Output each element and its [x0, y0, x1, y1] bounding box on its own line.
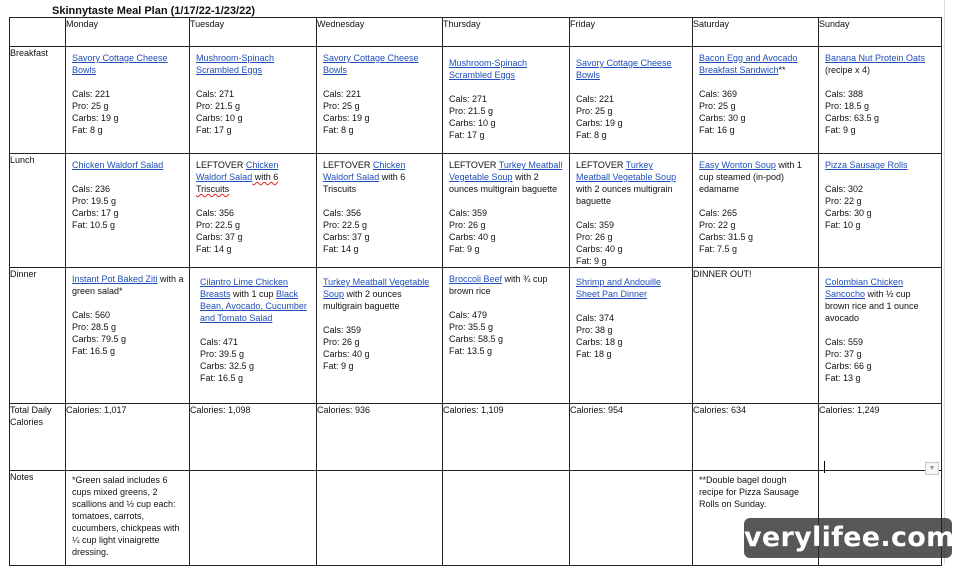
- recipe-link[interactable]: Chicken Waldorf Salad: [323, 160, 406, 182]
- dinner-out-text: DINNER OUT!: [693, 269, 752, 279]
- note-text: [443, 471, 569, 474]
- calories-value: Cals: 271: [449, 94, 488, 104]
- protein-value: Pro: 39.5 g: [200, 349, 245, 359]
- recipe-link[interactable]: Turkey Meatball Vegetable Soup: [449, 160, 563, 182]
- calories-value: Cals: 560: [72, 310, 111, 320]
- dinner-row: [10, 268, 942, 404]
- calories-value: Cals: 221: [323, 89, 362, 99]
- recipe-link[interactable]: Chicken Waldorf Salad: [196, 160, 279, 182]
- calories-value: Cals: 221: [72, 89, 111, 99]
- protein-value: Pro: 25 g: [576, 106, 613, 116]
- fat-value: Fat: 10.5 g: [72, 220, 116, 230]
- carbs-value: Carbs: 18 g: [576, 337, 623, 347]
- lunch-cell: [443, 154, 570, 268]
- recipe-side: with 2 ounces multigrain baguette: [576, 184, 673, 206]
- calories-value: Cals: 359: [323, 325, 362, 335]
- protein-value: Pro: 28.5 g: [72, 322, 117, 332]
- daily-total: Calories: 1,249: [819, 404, 942, 471]
- fat-value: Fat: 10 g: [825, 220, 861, 230]
- protein-value: Pro: 22 g: [825, 196, 862, 206]
- text-cursor: [824, 461, 825, 473]
- recipe-side: with a green salad*: [72, 274, 184, 296]
- fat-value: Fat: 13.5 g: [449, 346, 493, 356]
- fat-value: Fat: 14 g: [196, 244, 232, 254]
- carbs-value: Carbs: 37 g: [196, 232, 243, 242]
- carbs-value: Carbs: 37 g: [323, 232, 370, 242]
- fat-value: Fat: 13 g: [825, 373, 861, 383]
- protein-value: Pro: 37 g: [825, 349, 862, 359]
- breakfast-cell: [819, 47, 942, 154]
- recipe-link[interactable]: Cilantro Lime Chicken Breasts: [200, 277, 289, 299]
- calories-value: Cals: 471: [200, 337, 239, 347]
- recipe-link[interactable]: Mushroom-Spinach Scrambled Eggs: [196, 53, 275, 75]
- note-text: [819, 471, 941, 474]
- carbs-value: Carbs: 40 g: [576, 244, 623, 254]
- meal-plan-table: [9, 17, 942, 566]
- protein-value: Pro: 25 g: [323, 101, 360, 111]
- fat-value: Fat: 8 g: [576, 130, 607, 140]
- lunch-cell: [819, 154, 942, 268]
- day-header: Monday: [66, 18, 190, 47]
- leftover-label: LEFTOVER: [576, 160, 626, 170]
- day-header: Saturday: [693, 18, 819, 47]
- leftover-label: LEFTOVER: [449, 160, 499, 170]
- watermark-logo: verylifee.com: [744, 518, 952, 558]
- carbs-value: Carbs: 17 g: [72, 208, 119, 218]
- recipe-link[interactable]: Turkey Meatball Vegetable Soup: [576, 160, 677, 182]
- calories-value: Cals: 359: [576, 220, 615, 230]
- fat-value: Fat: 17 g: [196, 125, 232, 135]
- carbs-value: Carbs: 32.5 g: [200, 361, 255, 371]
- breakfast-cell: [443, 47, 570, 154]
- totals-row: [10, 404, 942, 471]
- recipe-link[interactable]: Instant Pot Baked Ziti: [72, 274, 158, 284]
- calories-value: Cals: 559: [825, 337, 864, 347]
- note-text: [190, 471, 316, 474]
- fat-value: Fat: 9 g: [449, 244, 480, 254]
- recipe-side: with 6 Triscuits: [196, 172, 279, 194]
- recipe-link[interactable]: Shrimp and Andouille Sheet Pan Dinner: [576, 277, 662, 299]
- fat-value: Fat: 18 g: [576, 349, 612, 359]
- carbs-value: Carbs: 31.5 g: [699, 232, 754, 242]
- protein-value: Pro: 22 g: [699, 220, 736, 230]
- carbs-value: Carbs: 30 g: [699, 113, 746, 123]
- leftover-label: LEFTOVER: [196, 160, 246, 170]
- daily-total: Calories: 1,098: [190, 404, 317, 471]
- dinner-cell: [317, 268, 443, 404]
- leftover-label: LEFTOVER: [323, 160, 373, 170]
- carbs-value: Carbs: 19 g: [576, 118, 623, 128]
- daily-total: Calories: 936: [317, 404, 443, 471]
- calories-value: Cals: 221: [576, 94, 615, 104]
- protein-value: Pro: 21.5 g: [449, 106, 494, 116]
- note-text: [317, 471, 442, 474]
- cell-dropdown-icon[interactable]: ▼: [925, 462, 939, 475]
- breakfast-cell: [317, 47, 443, 154]
- note-text: **Double bagel dough recipe for Pizza Sausage Rolls on Sunday.: [699, 475, 800, 509]
- calories-value: Cals: 356: [196, 208, 235, 218]
- recipe-link[interactable]: Easy Wonton Soup: [699, 160, 776, 170]
- recipe-link[interactable]: Savory Cottage Cheese Bowls: [72, 53, 168, 75]
- fat-value: Fat: 9 g: [323, 361, 354, 371]
- notes-cell[interactable]: [190, 471, 317, 566]
- carbs-value: Carbs: 79.5 g: [72, 334, 127, 344]
- fat-value: Fat: 17 g: [449, 130, 485, 140]
- page-title: Skinnytaste Meal Plan (1/17/22-1/23/22): [52, 5, 255, 17]
- row-label-notes: Notes: [10, 471, 66, 566]
- calories-value: Cals: 302: [825, 184, 864, 194]
- row-label-breakfast: Breakfast: [10, 47, 66, 154]
- calories-value: Cals: 265: [699, 208, 738, 218]
- recipe-link[interactable]: Turkey Meatball Vegetable Soup: [323, 277, 430, 299]
- carbs-value: Carbs: 10 g: [196, 113, 243, 123]
- header-row: [10, 18, 942, 47]
- recipe-note: (recipe x 4): [825, 65, 871, 75]
- calories-value: Cals: 356: [323, 208, 362, 218]
- lunch-cell: [570, 154, 693, 268]
- fat-value: Fat: 8 g: [72, 125, 103, 135]
- fat-value: Fat: 7.5 g: [699, 244, 738, 254]
- daily-total: Calories: 1,017: [66, 404, 190, 471]
- dinner-cell: [570, 268, 693, 404]
- carbs-value: Carbs: 58.5 g: [449, 334, 504, 344]
- calories-value: Cals: 236: [72, 184, 111, 194]
- lunch-cell: [317, 154, 443, 268]
- document-right-edge: [944, 0, 945, 564]
- recipe-link[interactable]: Mushroom-Spinach Scrambled Eggs: [449, 58, 528, 80]
- fat-value: Fat: 9 g: [825, 125, 856, 135]
- protein-value: Pro: 35.5 g: [449, 322, 494, 332]
- carbs-value: Carbs: 40 g: [449, 232, 496, 242]
- notes-cell[interactable]: [570, 471, 693, 566]
- dinner-cell: [190, 268, 317, 404]
- calories-value: Cals: 388: [825, 89, 864, 99]
- calories-value: Cals: 479: [449, 310, 488, 320]
- protein-value: Pro: 18.5 g: [825, 101, 870, 111]
- fat-value: Fat: 8 g: [323, 125, 354, 135]
- protein-value: Pro: 21.5 g: [196, 101, 241, 111]
- note-text: *Green salad includes 6 cups mixed greens, 2 scallions and ½ cup each: tomatoes, carrots, cucumbers, chickpeas with ¼ cup light vinaigrette dressing.: [72, 475, 180, 557]
- daily-total: Calories: 634: [693, 404, 819, 471]
- fat-value: Fat: 16 g: [699, 125, 735, 135]
- carbs-value: Carbs: 10 g: [449, 118, 496, 128]
- protein-value: Pro: 25 g: [699, 101, 736, 111]
- calories-value: Cals: 271: [196, 89, 235, 99]
- row-label-dinner: Dinner: [10, 268, 66, 404]
- carbs-value: Carbs: 19 g: [323, 113, 370, 123]
- recipe-link[interactable]: Savory Cottage Cheese Bowls: [576, 58, 672, 80]
- recipe-side: with ½ cup brown rice and 1 ounce avocado: [825, 289, 919, 323]
- note-text: [570, 471, 692, 474]
- protein-value: Pro: 22.5 g: [196, 220, 241, 230]
- dinner-cell: [66, 268, 190, 404]
- recipe-side: with 1 cup: [230, 289, 277, 299]
- lunch-cell: [66, 154, 190, 268]
- fat-value: Fat: 14 g: [323, 244, 359, 254]
- daily-total: Calories: 954: [570, 404, 693, 471]
- breakfast-cell: [66, 47, 190, 154]
- carbs-value: Carbs: 66 g: [825, 361, 872, 371]
- protein-value: Pro: 26 g: [323, 337, 360, 347]
- notes-cell[interactable]: [66, 471, 190, 566]
- recipe-side: with 2 ounces multigrain baguette: [323, 289, 402, 311]
- dinner-cell: [819, 268, 942, 404]
- side-recipe-link[interactable]: Black Bean, Avocado, Cucumber and Tomato Salad: [200, 289, 307, 323]
- notes-cell[interactable]: [443, 471, 570, 566]
- recipe-side: with 6 Triscuits: [323, 172, 406, 194]
- recipe-link[interactable]: Chicken Waldorf Salad: [72, 160, 164, 170]
- carbs-value: Carbs: 19 g: [72, 113, 119, 123]
- dinner-cell: [443, 268, 570, 404]
- recipe-side: with 2 ounces multigrain baguette: [449, 172, 558, 194]
- lunch-row: [10, 154, 942, 268]
- fat-value: Fat: 16.5 g: [200, 373, 244, 383]
- protein-value: Pro: 19.5 g: [72, 196, 117, 206]
- note-marker: **: [778, 65, 786, 75]
- calories-value: Cals: 359: [449, 208, 488, 218]
- day-header: Tuesday: [190, 18, 317, 47]
- carbs-value: Carbs: 30 g: [825, 208, 872, 218]
- corner-cell: [10, 18, 66, 47]
- daily-total: Calories: 1,109: [443, 404, 570, 471]
- dinner-out-cell: [693, 268, 819, 404]
- fat-value: Fat: 16.5 g: [72, 346, 116, 356]
- protein-value: Pro: 25 g: [72, 101, 109, 111]
- calories-value: Cals: 369: [699, 89, 738, 99]
- breakfast-cell: [693, 47, 819, 154]
- lunch-cell: [693, 154, 819, 268]
- recipe-link[interactable]: Broccoli Beef: [449, 274, 503, 284]
- breakfast-row: [10, 47, 942, 154]
- row-label-total: Total Daily Calories: [10, 404, 66, 471]
- breakfast-cell: [570, 47, 693, 154]
- lunch-cell: [190, 154, 317, 268]
- day-header: Friday: [570, 18, 693, 47]
- day-header: Thursday: [443, 18, 570, 47]
- recipe-link[interactable]: Banana Nut Protein Oats: [825, 53, 926, 63]
- carbs-value: Carbs: 63.5 g: [825, 113, 880, 123]
- protein-value: Pro: 22.5 g: [323, 220, 368, 230]
- protein-value: Pro: 26 g: [576, 232, 613, 242]
- recipe-link[interactable]: Savory Cottage Cheese Bowls: [323, 53, 419, 75]
- day-header: Sunday: [819, 18, 942, 47]
- fat-value: Fat: 9 g: [576, 256, 607, 266]
- recipe-link[interactable]: Bacon Egg and Avocado Breakfast Sandwich: [699, 53, 798, 75]
- recipe-link[interactable]: Colombian Chicken Sancocho: [825, 277, 904, 299]
- recipe-link[interactable]: Pizza Sausage Rolls: [825, 160, 908, 170]
- breakfast-cell: [190, 47, 317, 154]
- notes-cell[interactable]: [317, 471, 443, 566]
- carbs-value: Carbs: 40 g: [323, 349, 370, 359]
- day-header: Wednesday: [317, 18, 443, 47]
- calories-value: Cals: 374: [576, 313, 615, 323]
- recipe-side: with ¾ cup brown rice: [449, 274, 548, 296]
- protein-value: Pro: 26 g: [449, 220, 486, 230]
- recipe-side: with 1 cup steamed (in-pod) edamame: [699, 160, 802, 194]
- row-label-lunch: Lunch: [10, 154, 66, 268]
- protein-value: Pro: 38 g: [576, 325, 613, 335]
